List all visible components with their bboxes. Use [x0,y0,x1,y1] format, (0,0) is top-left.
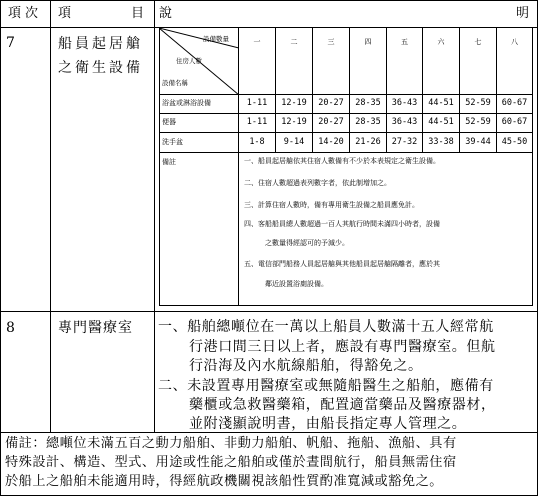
row8-name: 專門醫療室 [58,320,133,336]
cell: 12-19 [281,98,307,108]
row7-bottom-rule [0,311,538,312]
row8-line: 行沿海及內水航線船舶，得豁免之。 [189,358,423,374]
inner-bottom [159,305,533,306]
header-name-right: 目 [131,6,145,21]
row8-index: 8 [6,320,15,336]
header-desc-right: 明 [516,6,530,21]
col-header-2: 二 [290,38,298,46]
note-line: 一、船員起居艙依其住宿人數備有不少於本表規定之衛生設備。 [244,157,440,165]
cell: 44-51 [428,98,454,108]
col-header-5: 五 [401,38,408,46]
notes-label: 備註 [162,158,176,166]
cell: 28-35 [355,98,381,108]
row8-line: 並附淺顯說明書，由船長指定專人管理之。 [189,416,467,432]
col-header-8: 八 [511,38,518,46]
row8-line: 藥櫃或急救醫藥箱，配置適當藥品及醫療器材， [189,397,496,413]
inner-rule-2 [159,113,533,114]
inner-col-3 [312,28,313,152]
cell: 9-14 [283,137,305,147]
row7-name-line2: 之衛生設備 [58,60,143,76]
col-header-1: 一 [253,38,261,46]
header-desc-left: 說 [159,6,173,21]
col-header-3: 三 [327,38,335,46]
col-header-4: 四 [364,38,372,46]
frame-top [0,0,538,1]
col-header-6: 六 [437,38,445,46]
cell: 36-43 [391,98,418,108]
header-item-no: 項次 [8,6,43,21]
diag-label-occupants: 住房人數 [176,57,202,65]
inner-rule-3 [159,132,533,133]
facility-label-washbasin: 洗手盆 [162,138,183,146]
note-line: 鄰近設置浴廁設備。 [265,280,328,288]
cell: 21-26 [355,137,381,147]
frame-left [0,0,1,496]
row8-line: 二、未設置專用醫療室或無隨船醫生之船舶，應備有 [158,378,494,394]
inner-col-8 [496,28,497,152]
header-name-left: 項 [58,6,72,21]
footer-remark-line: 備註：總噸位未滿五百之動力船舶、非動力船舶、帆船、拖船、漁船、具有 [5,436,457,451]
note-line: 之數量得經認可的予減少。 [265,239,349,247]
cell: 28-35 [355,117,381,127]
inner-rule-4 [159,152,533,153]
row8-bottom-rule [0,432,538,433]
inner-col-4 [349,28,350,152]
cell: 36-43 [391,117,418,127]
cell: 1-8 [249,137,265,147]
cell: 1-11 [246,117,268,127]
col-header-7: 七 [474,38,482,46]
footer-remark-line: 於船上之船舶未能適用時，得經航政機關視該船性質酌准寬減或豁免之。 [5,474,443,489]
inner-col-5 [386,28,387,152]
inner-col-2 [275,28,276,152]
inner-right [532,28,533,306]
diag-label-facility: 設備名稱 [162,79,188,87]
footer-remark-line: 特殊設計、構造、型式、用途或性能之船舶或僅於晝間航行，船員無需住宿 [5,455,457,470]
row7-index: 7 [6,35,15,51]
row7-name-line1: 船員起居艙 [58,36,143,52]
inner-col-6 [422,28,423,152]
cell: 44-51 [428,117,454,127]
cell: 60-67 [501,98,528,108]
cell: 45-50 [501,137,528,147]
note-line: 五、電信部門船務人員起居艙與其他船員起居艙隔離者，應於其 [244,260,440,268]
facility-label-toilet: 便器 [162,118,176,126]
cell: 1-11 [246,98,268,108]
cell: 60-67 [501,117,528,127]
cell: 12-19 [281,117,307,127]
col-divider-2 [154,0,155,432]
note-line: 四、客船船員總人數超過一百人其航行時間未滿四小時者，設備 [244,220,440,228]
cell: 33-38 [428,137,454,147]
cell: 39-44 [465,137,491,147]
cell: 20-27 [318,117,344,127]
cell: 27-32 [391,137,418,147]
cell: 52-59 [465,98,491,108]
cell: 52-59 [465,117,491,127]
inner-col-7 [459,28,460,152]
facility-label-bath: 浴盆或淋浴設備 [162,99,211,107]
cell: 14-20 [318,137,344,147]
note-line: 二、住宿人數超過表列數字者，依此制增加之。 [244,179,391,187]
header-rule [0,27,538,28]
diag-label-quantity: 設備數量 [203,35,229,43]
note-line: 三、計算住宿人數時，備有專用衛生設備之船員應免計。 [244,201,419,209]
row8-line: 一、船舶總噸位在一萬以上船員人數滿十五人經常航 [158,319,494,335]
cell: 20-27 [318,98,344,108]
col-divider-1 [50,0,51,432]
row8-line: 行港口間三日以上者，應設有專門醫療室。但航 [189,339,496,355]
